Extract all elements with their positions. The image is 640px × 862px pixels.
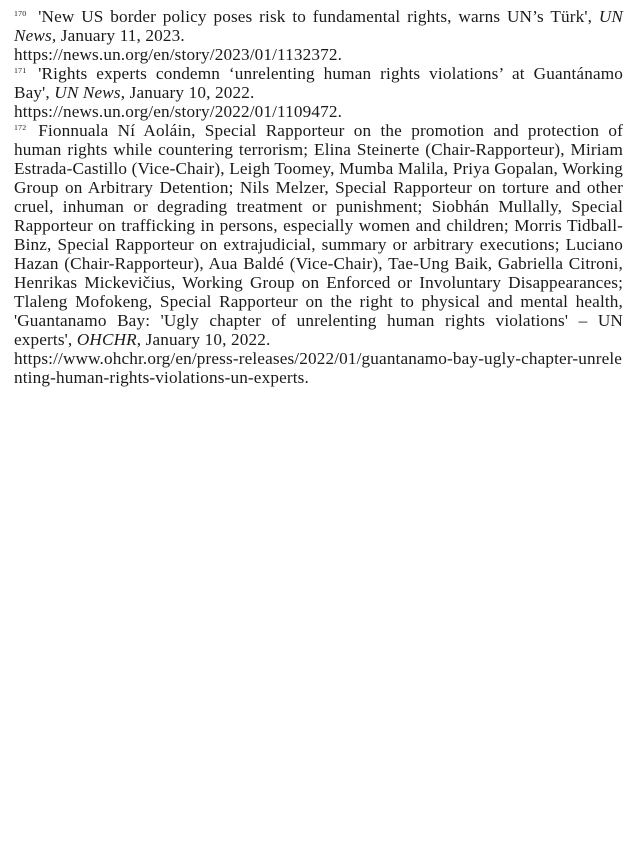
footnote-172-source: OHCHR (76, 330, 137, 349)
footnote-171-citation: 'Rights experts condemn ‘unrelenting human rights violations’ at Guantánamo Bay', (14, 64, 623, 102)
footnote-171-url: https://news.un.org/en/story/2022/01/1109472. (14, 102, 343, 121)
footnote-172-text (14, 121, 623, 349)
footnote-170 (14, 7, 623, 64)
footnote-172-url: https://www.ohchr.org/en/press-releases/2022/01/guantanamo-bay-ugly-chapter-unrelenting-human-rights-violations-un-experts. (14, 349, 623, 387)
footnote-170-text (14, 7, 623, 45)
footnote-170-url: https://news.un.org/en/story/2023/01/1132372. (14, 45, 343, 64)
footnote-171-source: UN News (54, 83, 121, 102)
footnote-171-text (14, 64, 623, 102)
footnote-171 (14, 64, 623, 121)
footnote-172-citation: Fionnuala Ní Aoláin, Special Rapporteur on the promotion and protection of human rights while countering terrorism; Elina Steinerte (Chair-Rapporteur), Miriam Estrada-Castillo (Vice-Chair), Leigh Toomey, Mumba Malila, Priya Gopalan, Working Group on Arbitrary Detention; Nils Melzer, Special Rapporteur on torture and other cruel, inhuman or degrading treatment or punishment; Siobhán Mullally, Special Rapporteur on trafficking in persons, especially women and children; Morris Tidball-Binz, Special Rapporteur on extrajudicial, summary or arbitrary executions; Luciano Hazan (Chair-Rapporteur), Aua Baldé (Vice-Chair), Tae-Ung Baik, Gabriella Citroni, Henrikas Mickevičius, Working Group on Enforced or Involuntary Disappearances; Tlaleng Mofokeng, Special Rapporteur on the right to physical and mental health, 'Guantanamo Bay: 'Ugly chapter of unrelenting human rights violations' – UN experts', (14, 121, 623, 349)
footnote-170-citation: 'New US border policy poses risk to fundamental rights, warns UN’s Türk', (38, 7, 599, 26)
footnote-171-date: , January 10, 2022. (120, 83, 255, 102)
footnote-172-number: 172 (14, 123, 27, 132)
footnote-170-number: 170 (14, 9, 27, 18)
footnote-171-number: 171 (14, 66, 27, 75)
footnote-172 (14, 121, 623, 387)
footnote-172-date: , January 10, 2022. (136, 330, 271, 349)
footnote-170-source: UN News, (14, 7, 623, 45)
footnote-170-date: January 11, 2023. (56, 26, 185, 45)
